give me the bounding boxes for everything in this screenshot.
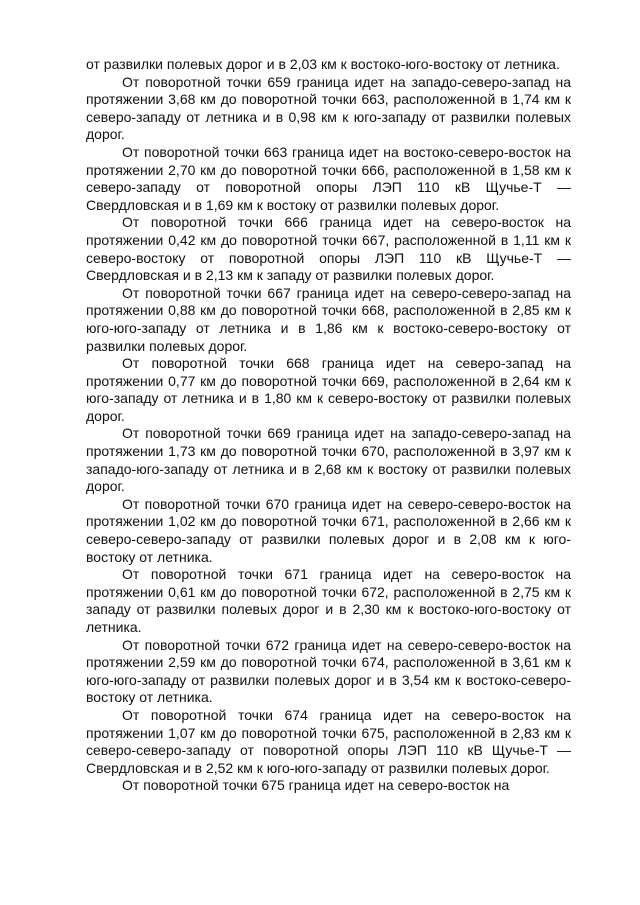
paragraph-point-670: От поворотной точки 670 граница идет на северо-северо-восток на протяжении 1,02 км до поворотной точки 671, расположенной в 2,66 км к северо-северо-западу от развилки полевых дорог и в 2,08 км к юго-востоку от летника. [86, 495, 571, 565]
paragraph-point-659: От поворотной точки 659 граница идет на западо-северо-запад на протяжении 3,68 км до поворотной точки 663, расположенной в 1,74 км к северо-западу от летника и в 0,98 км к юго-западу от развилки полевых дорог. [86, 73, 571, 143]
paragraph-point-672: От поворотной точки 672 граница идет на северо-северо-восток на протяжении 2,59 км до поворотной точки 674, расположенной в 3,61 км к юго-юго-западу от развилки полевых дорог и в 3,54 км к востоко-северо-востоку от летника. [86, 636, 571, 706]
paragraph-point-674: От поворотной точки 674 граница идет на северо-восток на протяжении 1,07 км до поворотной точки 675, расположенной в 2,83 км к северо-северо-западу от поворотной опоры ЛЭП 110 кВ Щучье-Т — Свердловская и в 2,52 км к юго-юго-западу от развилки полевых дорог. [86, 706, 571, 776]
paragraph-point-663: От поворотной точки 663 граница идет на востоко-северо-восток на протяжении 2,70 км до поворотной точки 666, расположенной в 1,58 км к северо-западу от поворотной опоры ЛЭП 110 кВ Щучье-Т — Свердловская и в 1,69 км к востоку от развилки полевых дорог. [86, 143, 571, 213]
paragraph-continuation: от развилки полевых дорог и в 2,03 км к востоко-юго-востоку от летника. [86, 56, 560, 72]
paragraph-point-675: От поворотной точки 675 граница идет на северо-восток на [122, 777, 510, 794]
paragraph-point-671: От поворотной точки 671 граница идет на северо-восток на протяжении 0,61 км до поворотной точки 672, расположенной в 2,75 км к западу от развилки полевых дорог и в 2,30 км к востоко-юго-востоку от летника. [86, 566, 571, 635]
paragraph-point-667: От поворотной точки 667 граница идет на северо-северо-запад на протяжении 0,88 км до поворотной точки 668, расположенной в 2,85 км к юго-юго-западу от летника и в 1,86 км к востоко-северо-востоку от развилки полевых дорог. [86, 284, 571, 354]
paragraph-point-666: От поворотной точки 666 граница идет на северо-восток на протяжении 0,42 км до поворотной точки 667, расположенной в 1,11 км к северо-востоку от поворотной опоры ЛЭП 110 кВ Щучье-Т — Свердловская и в 2,13 км к западу от развилки полевых дорог. [86, 214, 571, 284]
paragraph-point-669: От поворотной точки 669 граница идет на западо-северо-запад на протяжении 1,73 км до поворотной точки 670, расположенной в 3,97 км к западо-юго-западу от летника и в 2,68 км к востоку от развилки полевых дорог. [86, 425, 571, 495]
paragraph-point-668: От поворотной точки 668 граница идет на северо-запад на протяжении 0,77 км до поворотной точки 669, расположенной в 2,64 км к юго-западу от летника и в 1,80 км к северо-востоку от развилки полевых дорог. [86, 355, 571, 424]
document-page [86, 56, 571, 795]
